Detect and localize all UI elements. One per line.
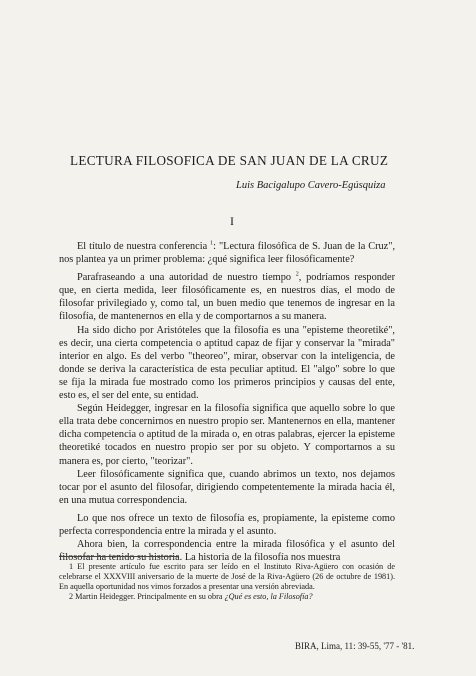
paragraph-5: Leer filosóficamente significa que, cuando abrimos un texto, nos dejamos tocar por el asunto del filosofar, dirigiendo competentemente la mirada hacia él, en una mutua correspondencia. [59, 468, 395, 506]
article-body [59, 240, 395, 564]
author-name: Luis Bacigalupo Cavero-Egúsquiza [236, 180, 386, 191]
article-title: LECTURA FILOSOFICA DE SAN JUAN DE LA CRUZ [70, 153, 389, 168]
footnote-1: 1 El presente artículo fue escrito para ser leído en el Instituto Riva-Agüero con ocasión de celebrarse el XXXVIII aniversario de la muerte de José de la Riva-Agüero (26 de octubre de 1981). En aquella oportunidad nos vimos forzados a presentar una versión abreviada. [59, 562, 395, 591]
footnote-ref-1[interactable]: 1 [210, 240, 214, 247]
paragraph-4: Según Heidegger, ingresar en la filosofía significa que aquello sobre lo que ella trata debe concernirnos en nuestro propio ser. Mantenernos en ella, mantener dicha competencia o aptitud de la mirada o, en otras palabras, ejercer la episteme theoretiké tocados en nuestro propio ser por su objeto. Y comportarnos a su manera es, por cierto, "teorizar". [59, 403, 395, 467]
footnote-divider [59, 556, 179, 557]
paragraph-3: Ha sido dicho por Aristóteles que la filosofía es una "episteme theoretiké", es decir, una cierta competencia o aptitud capaz de fijar y conservar la "mirada" interior en algo. Es del verbo "theoreo", mirar, observar con la inteligencia, de donde se deriva la característica de esta peculiar aptitud. El "algo" sobre lo que se fija la mirada fue mostrado como los primeros principios y causas del ente, esto es, el ser del ente, su entidad. [59, 324, 395, 402]
footnote-2: 2 Martin Heidegger. Principalmente en su obra ¿Qué es esto, la Filosofía? [69, 592, 313, 601]
footnote-ref-2[interactable]: 2 [295, 271, 299, 278]
section-number: I [230, 214, 234, 228]
paragraph-1: El título de nuestra conferencia $^1$: "Lectura filosófica de S. Juan de la Cruz", nos plantea ya un primer problema: ¿qué significa leer filosóficamente? [59, 240, 396, 266]
footnotes [59, 562, 395, 602]
footnote-2-work-title: ¿Qué es esto, la Filosofía? [224, 592, 313, 601]
paragraph-7: Ahora bien, la correspondencia entre la mirada filosófica y el asunto del filosofar ha tenido su historia. La historia de la filosofía nos muestra [59, 539, 395, 564]
journal-citation: BIRA, Lima, 11: 39-55, '77 - '81. [295, 641, 415, 651]
paragraph-6: Lo que nos ofrece un texto de filosofía es, propiamente, la episteme como perfecta correspondencia entre la mirada y el asunto. [59, 512, 395, 537]
paragraph-2: Parafraseando a una autoridad de nuestro tiempo $^2$, podríamos responder que, en cierta medida, leer filosóficamente es, en nuestros días, el modo de filosofar privilegiado y, como tal, un buen medio que tenemos de ingresar en la filosofía, de mantenernos en ella y de comportarnos a su manera. [59, 271, 396, 323]
